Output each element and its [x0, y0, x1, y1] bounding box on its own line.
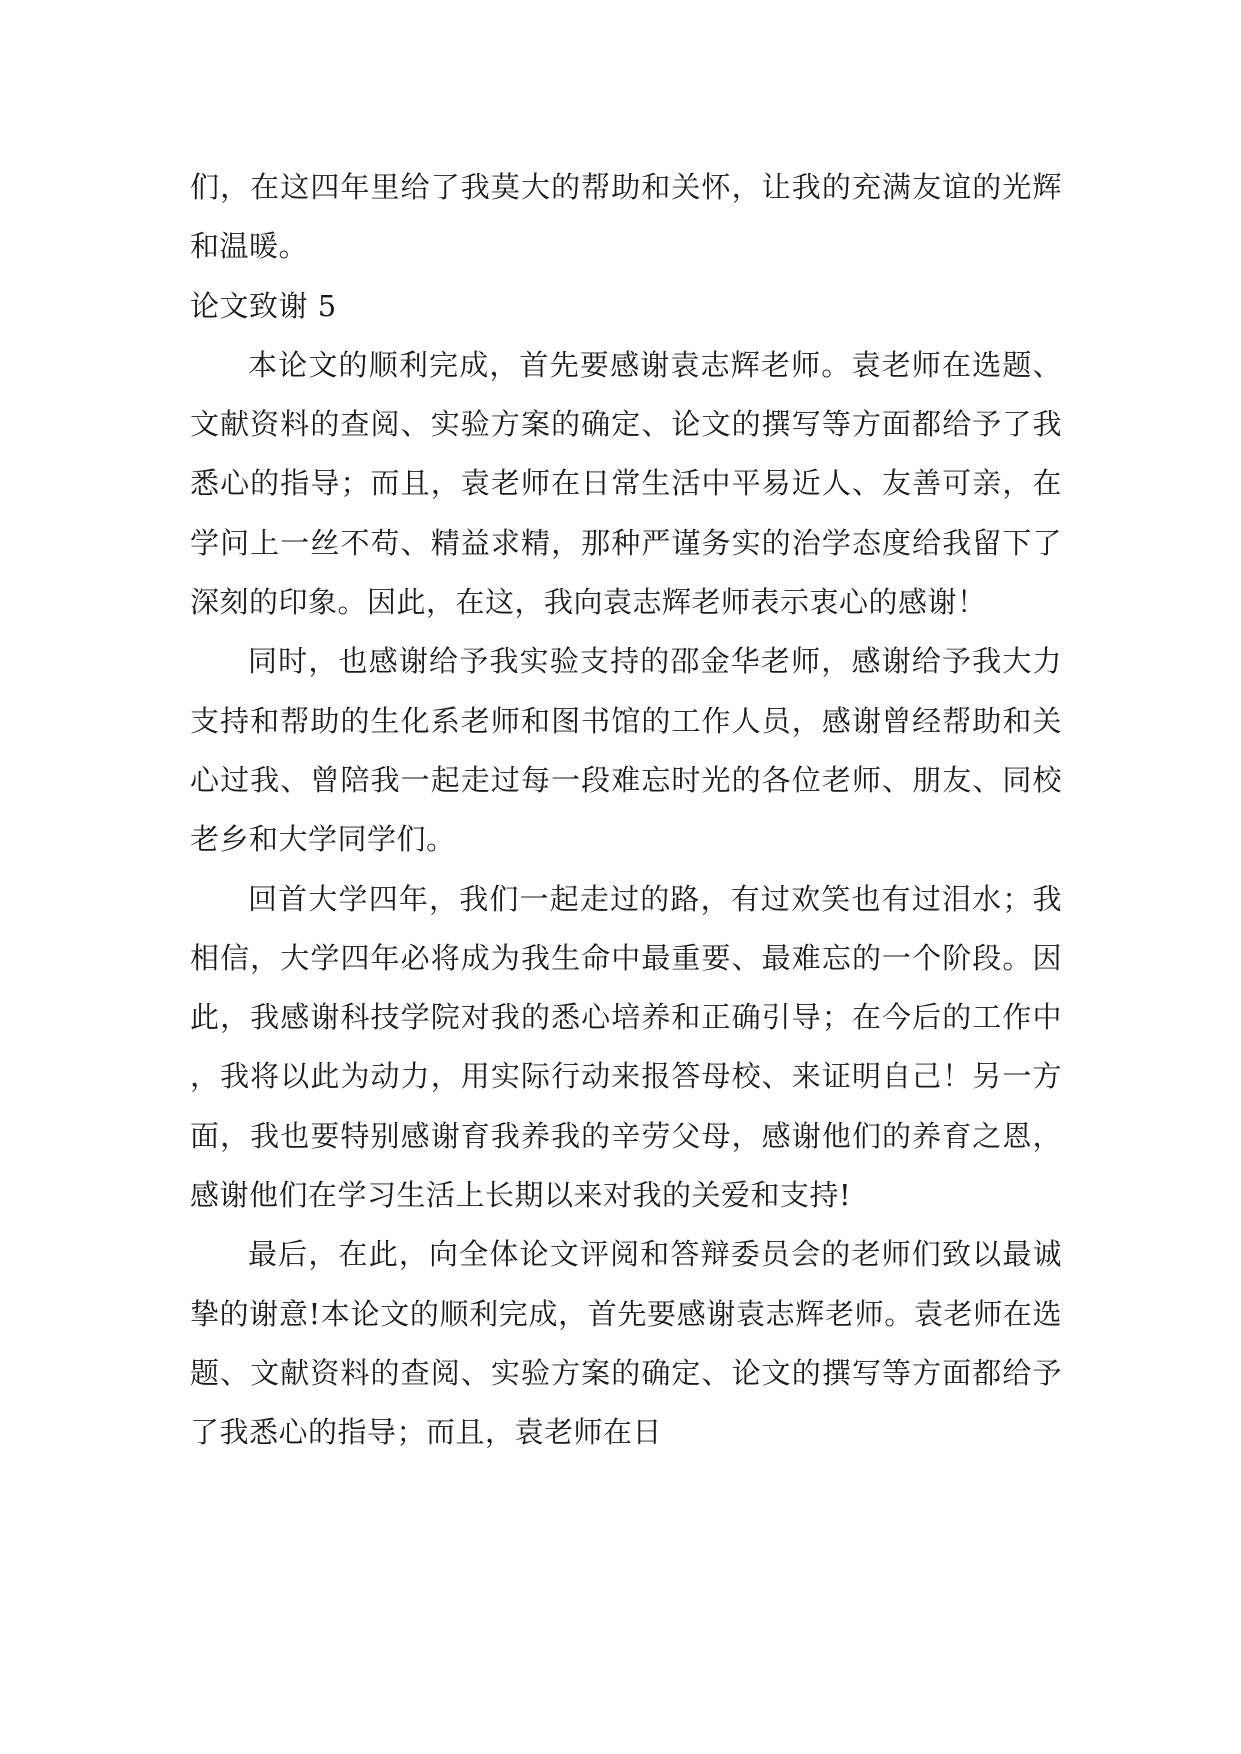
- section-title: 论文致谢 5: [190, 288, 337, 323]
- body-paragraph: 本论文的顺利完成，首先要感谢袁志辉老师。袁老师在选题、文献资料的查阅、实验方案的确定、论文的撰写等方面都给予了我悉心的指导；而且，袁老师在日常生活中平易近人、友善可亲，在学问上一丝不苟、精益求精，那种严谨务实的治学态度给我留下了深刻的印象。因此，在这，我向袁志辉老师表示衷心的感谢！: [190, 347, 1062, 620]
- continuation-paragraph: 们，在这四年里给了我莫大的帮助和关怀，让我的充满友谊的光辉和温暖。: [190, 170, 1062, 264]
- body-paragraph: 回首大学四年，我们一起走过的路，有过欢笑也有过泪水；我相信，大学四年必将成为我生命中最重要、最难忘的一个阶段。因此，我感谢科技学院对我的悉心培养和正确引导；在今后的工作中，我将以此为动力，用实际行动来报答母校、来证明自己！另一方面，我也要特别感谢育我养我的辛劳父母，感谢他们的养育之恩，感谢他们在学习生活上长期以来对我的关爱和支持!: [190, 881, 1062, 1213]
- body-paragraph: 同时，也感谢给予我实验支持的邵金华老师，感谢给予我大力支持和帮助的生化系老师和图书馆的工作人员，感谢曾经帮助和关心过我、曾陪我一起走过每一段难忘时光的各位老师、朋友、同校老乡和大学同学们。: [190, 644, 1062, 857]
- body-paragraph: 最后，在此，向全体论文评阅和答辩委员会的老师们致以最诚挚的谢意!本论文的顺利完成，首先要感谢袁志辉老师。袁老师在选题、文献资料的查阅、实验方案的确定、论文的撰写等方面都给予了我悉心的指导；而且，袁老师在日: [190, 1237, 1062, 1450]
- document-body: [190, 158, 1062, 1463]
